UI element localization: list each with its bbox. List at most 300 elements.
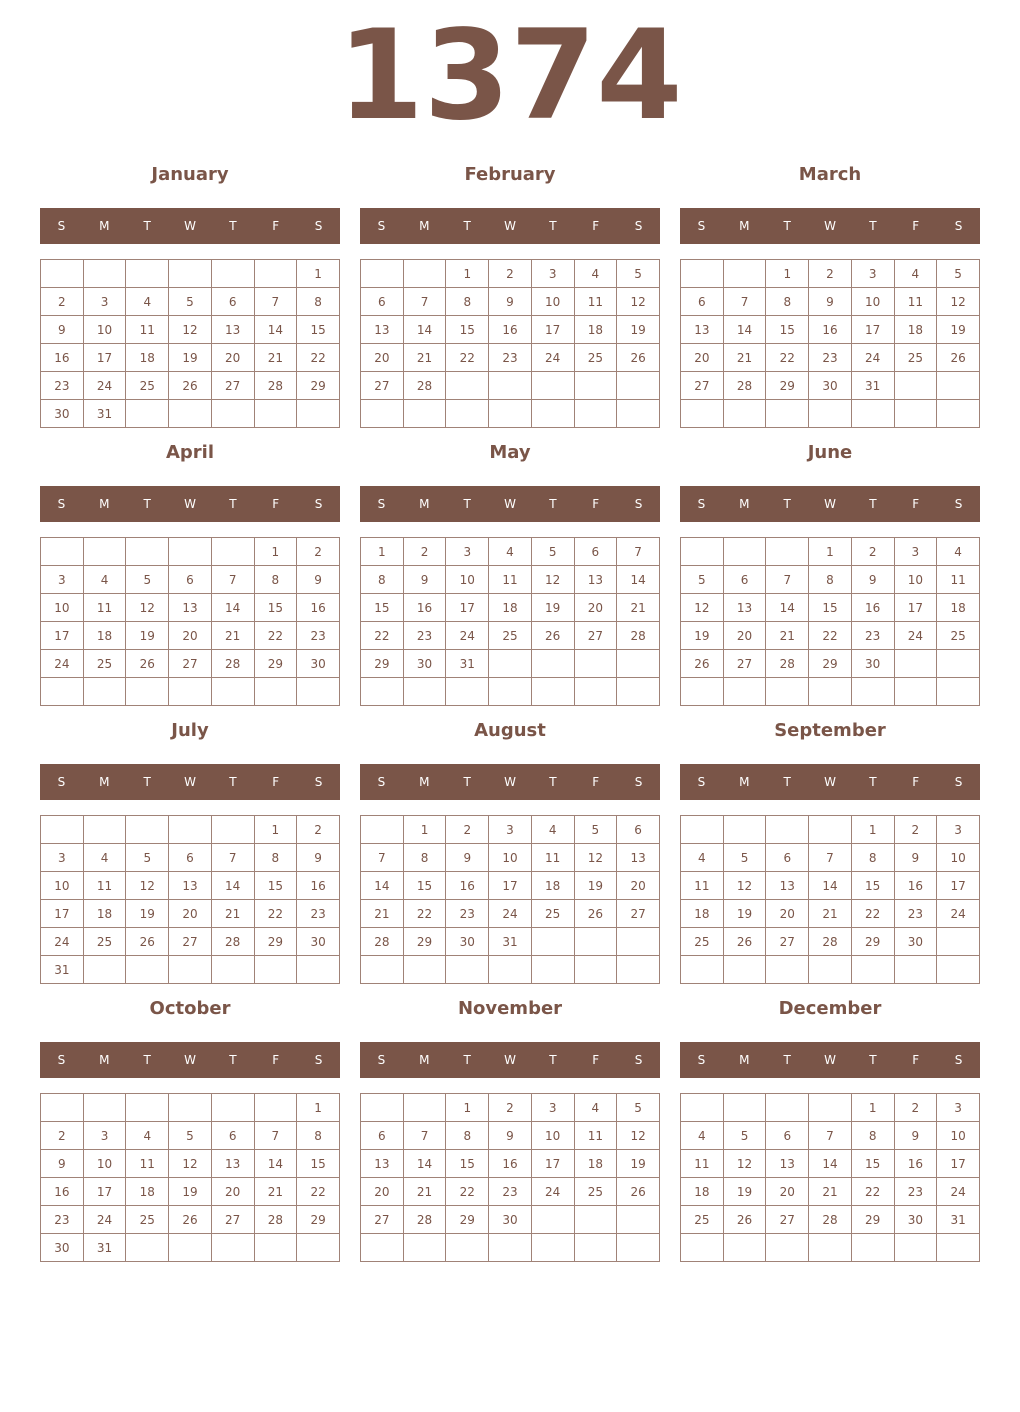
day-cell: [254, 1234, 297, 1262]
day-cell: 22: [254, 900, 297, 928]
week-row: [361, 650, 660, 678]
day-cell: [489, 1234, 532, 1262]
week-row: [41, 260, 340, 288]
day-cell: 18: [894, 316, 937, 344]
day-cell: [894, 372, 937, 400]
day-cell: 23: [809, 344, 852, 372]
weekday-label: F: [912, 219, 920, 233]
day-cell: 4: [531, 816, 574, 844]
week-row: [361, 1094, 660, 1122]
day-cell: 18: [681, 900, 724, 928]
day-cell: 23: [489, 344, 532, 372]
day-cell: 30: [894, 928, 937, 956]
day-cell: [809, 1234, 852, 1262]
weekday-label: M: [99, 775, 110, 789]
day-cell: [766, 956, 809, 984]
day-cell: 7: [254, 288, 297, 316]
weekday-label: M: [739, 219, 750, 233]
day-cell: 15: [766, 316, 809, 344]
day-cell: 7: [254, 1122, 297, 1150]
day-cell: 20: [361, 1178, 404, 1206]
weekday-label: W: [184, 1053, 196, 1067]
day-cell: [809, 956, 852, 984]
day-cell: [169, 538, 212, 566]
week-row: [681, 316, 980, 344]
day-cell: [361, 1094, 404, 1122]
day-cell: [809, 816, 852, 844]
week-row: [681, 372, 980, 400]
day-cell: 28: [403, 1206, 446, 1234]
day-cell: 4: [574, 1094, 617, 1122]
day-cell: [403, 956, 446, 984]
day-cell: 6: [617, 816, 660, 844]
day-cell: 20: [766, 1178, 809, 1206]
weekday-label: S: [377, 497, 386, 511]
day-cell: 27: [361, 372, 404, 400]
day-cell: 29: [254, 650, 297, 678]
weekday-label: F: [272, 775, 280, 789]
day-cell: 10: [937, 1122, 980, 1150]
week-row: [361, 288, 660, 316]
day-cell: 25: [531, 900, 574, 928]
day-cell: 24: [937, 1178, 980, 1206]
day-cell: 12: [169, 1150, 212, 1178]
weekday-label: S: [697, 497, 706, 511]
day-cell: 24: [851, 344, 894, 372]
day-cell: 30: [41, 400, 84, 428]
week-row: [361, 260, 660, 288]
week-row: [361, 1150, 660, 1178]
week-row: [681, 678, 980, 706]
day-cell: 26: [937, 344, 980, 372]
day-cell: 29: [254, 928, 297, 956]
day-cell: [851, 956, 894, 984]
day-cell: 26: [574, 900, 617, 928]
day-cell: 16: [894, 1150, 937, 1178]
day-cell: [937, 928, 980, 956]
day-cell: 19: [723, 1178, 766, 1206]
day-cell: [574, 1206, 617, 1234]
day-cell: [489, 372, 532, 400]
day-cell: [531, 1234, 574, 1262]
month-title: April: [165, 442, 215, 463]
day-cell: 20: [169, 622, 212, 650]
day-cell: 23: [446, 900, 489, 928]
day-cell: 29: [851, 928, 894, 956]
week-row: [41, 816, 340, 844]
day-cell: 8: [297, 1122, 340, 1150]
week-row: [41, 622, 340, 650]
day-grid: [40, 537, 340, 706]
day-cell: [361, 678, 404, 706]
day-cell: 27: [723, 650, 766, 678]
day-cell: [126, 260, 169, 288]
day-cell: [723, 1094, 766, 1122]
day-cell: 9: [489, 1122, 532, 1150]
day-cell: 8: [446, 288, 489, 316]
day-cell: 8: [446, 1122, 489, 1150]
day-cell: 29: [851, 1206, 894, 1234]
day-cell: 27: [766, 1206, 809, 1234]
week-row: [681, 956, 980, 984]
day-cell: 1: [297, 1094, 340, 1122]
day-cell: [617, 400, 660, 428]
day-cell: 17: [851, 316, 894, 344]
month-title: July: [171, 720, 209, 741]
day-cell: 3: [531, 1094, 574, 1122]
day-cell: 4: [574, 260, 617, 288]
weekday-label: T: [549, 497, 557, 511]
day-cell: [403, 1234, 446, 1262]
day-cell: 10: [446, 566, 489, 594]
weekday-label: F: [592, 497, 600, 511]
day-cell: 25: [894, 344, 937, 372]
month-april: [40, 438, 340, 708]
day-cell: 9: [41, 316, 84, 344]
day-cell: [211, 678, 254, 706]
day-cell: 14: [254, 1150, 297, 1178]
weekday-header: [680, 486, 980, 522]
day-cell: [937, 400, 980, 428]
day-cell: 28: [211, 650, 254, 678]
day-cell: 1: [254, 538, 297, 566]
weekday-label: S: [697, 775, 706, 789]
day-cell: 15: [297, 316, 340, 344]
day-cell: 18: [126, 344, 169, 372]
day-cell: 21: [809, 900, 852, 928]
day-cell: [83, 260, 126, 288]
day-cell: [403, 678, 446, 706]
day-cell: [446, 372, 489, 400]
day-cell: 14: [723, 316, 766, 344]
day-cell: [574, 1234, 617, 1262]
day-cell: 17: [489, 872, 532, 900]
day-cell: [126, 1094, 169, 1122]
day-cell: 3: [446, 538, 489, 566]
day-cell: 1: [766, 260, 809, 288]
day-cell: [617, 1206, 660, 1234]
day-cell: 16: [489, 1150, 532, 1178]
day-cell: 20: [211, 344, 254, 372]
day-cell: [41, 260, 84, 288]
day-cell: 15: [446, 1150, 489, 1178]
week-row: [681, 1094, 980, 1122]
month-title: June: [807, 442, 853, 463]
day-cell: [489, 400, 532, 428]
day-cell: 13: [766, 872, 809, 900]
day-cell: [361, 400, 404, 428]
month-title: February: [464, 164, 556, 185]
day-cell: [211, 1234, 254, 1262]
day-cell: [766, 538, 809, 566]
day-cell: [211, 260, 254, 288]
weekday-label: M: [99, 497, 110, 511]
day-cell: 17: [83, 344, 126, 372]
day-cell: 7: [211, 566, 254, 594]
weekday-label: S: [697, 1053, 706, 1067]
day-cell: 21: [254, 1178, 297, 1206]
day-grid: [360, 259, 660, 428]
weekday-label: S: [57, 497, 66, 511]
day-cell: 20: [361, 344, 404, 372]
day-cell: 31: [446, 650, 489, 678]
weekday-label: T: [869, 219, 877, 233]
day-cell: 12: [574, 844, 617, 872]
week-row: [681, 872, 980, 900]
month-title: January: [151, 164, 229, 185]
day-cell: [894, 650, 937, 678]
day-cell: [169, 1234, 212, 1262]
day-cell: 1: [297, 260, 340, 288]
week-row: [41, 844, 340, 872]
day-cell: [403, 1094, 446, 1122]
day-cell: 29: [446, 1206, 489, 1234]
week-row: [681, 844, 980, 872]
day-cell: [361, 260, 404, 288]
day-cell: 17: [41, 900, 84, 928]
day-cell: 17: [41, 622, 84, 650]
day-cell: [809, 1094, 852, 1122]
day-cell: [403, 400, 446, 428]
day-cell: 6: [361, 288, 404, 316]
week-row: [681, 928, 980, 956]
day-cell: 9: [297, 566, 340, 594]
weekday-label: T: [869, 497, 877, 511]
day-cell: 22: [851, 900, 894, 928]
day-cell: 12: [126, 872, 169, 900]
week-row: [361, 1234, 660, 1262]
week-row: [41, 956, 340, 984]
weekday-label: S: [954, 219, 963, 233]
day-cell: 17: [531, 1150, 574, 1178]
day-cell: 21: [211, 622, 254, 650]
month-july: [40, 716, 340, 986]
weekday-label: F: [272, 219, 280, 233]
day-cell: 9: [894, 844, 937, 872]
day-cell: 15: [297, 1150, 340, 1178]
weekday-label: T: [463, 775, 471, 789]
day-cell: [531, 928, 574, 956]
weekday-label: S: [634, 775, 643, 789]
day-cell: [531, 372, 574, 400]
day-cell: 30: [894, 1206, 937, 1234]
week-row: [681, 1178, 980, 1206]
day-cell: 5: [169, 288, 212, 316]
week-row: [41, 344, 340, 372]
day-cell: [681, 678, 724, 706]
day-cell: 12: [937, 288, 980, 316]
day-cell: 26: [531, 622, 574, 650]
day-cell: 25: [126, 372, 169, 400]
day-cell: 24: [937, 900, 980, 928]
day-cell: 19: [126, 900, 169, 928]
day-cell: 2: [894, 816, 937, 844]
day-cell: 17: [894, 594, 937, 622]
day-cell: 11: [681, 1150, 724, 1178]
day-cell: 20: [169, 900, 212, 928]
day-cell: [531, 650, 574, 678]
day-cell: 30: [41, 1234, 84, 1262]
day-cell: 13: [723, 594, 766, 622]
weekday-label: F: [912, 497, 920, 511]
day-cell: 12: [531, 566, 574, 594]
day-cell: 26: [723, 928, 766, 956]
day-cell: [894, 1234, 937, 1262]
day-cell: 14: [809, 872, 852, 900]
day-cell: 20: [211, 1178, 254, 1206]
day-cell: 16: [41, 344, 84, 372]
day-cell: 15: [446, 316, 489, 344]
day-cell: 2: [894, 1094, 937, 1122]
day-cell: [851, 400, 894, 428]
weekday-label: T: [229, 775, 237, 789]
day-cell: 8: [297, 288, 340, 316]
day-cell: 28: [254, 1206, 297, 1234]
day-cell: [489, 956, 532, 984]
day-cell: 16: [41, 1178, 84, 1206]
day-cell: [361, 956, 404, 984]
day-cell: [681, 538, 724, 566]
weekday-label: S: [57, 775, 66, 789]
day-cell: 7: [723, 288, 766, 316]
weekday-label: W: [504, 497, 516, 511]
day-cell: 23: [851, 622, 894, 650]
day-cell: 10: [83, 316, 126, 344]
day-cell: [489, 678, 532, 706]
day-cell: 24: [894, 622, 937, 650]
day-cell: 30: [297, 928, 340, 956]
day-cell: 13: [617, 844, 660, 872]
day-cell: 4: [937, 538, 980, 566]
day-cell: 22: [297, 1178, 340, 1206]
day-cell: 28: [403, 372, 446, 400]
weekday-label: F: [272, 497, 280, 511]
day-cell: 31: [83, 1234, 126, 1262]
weekday-label: S: [697, 219, 706, 233]
day-cell: 18: [531, 872, 574, 900]
day-cell: 30: [446, 928, 489, 956]
day-cell: [83, 1094, 126, 1122]
week-row: [361, 538, 660, 566]
week-row: [681, 288, 980, 316]
day-cell: 12: [617, 1122, 660, 1150]
day-cell: [723, 816, 766, 844]
weekday-label: S: [954, 497, 963, 511]
day-cell: 20: [766, 900, 809, 928]
day-cell: 27: [361, 1206, 404, 1234]
day-cell: 22: [851, 1178, 894, 1206]
day-grid: [40, 1093, 340, 1262]
day-cell: 21: [403, 344, 446, 372]
day-cell: [574, 650, 617, 678]
day-cell: 14: [211, 872, 254, 900]
day-cell: [297, 400, 340, 428]
weekday-label: M: [739, 775, 750, 789]
week-row: [41, 594, 340, 622]
weekday-label: W: [824, 497, 836, 511]
day-cell: 19: [169, 344, 212, 372]
day-cell: [574, 678, 617, 706]
day-cell: 11: [489, 566, 532, 594]
day-cell: 13: [169, 594, 212, 622]
weekday-label: T: [143, 1053, 151, 1067]
month-february: [360, 160, 660, 430]
day-cell: [937, 956, 980, 984]
day-cell: 5: [574, 816, 617, 844]
day-cell: 18: [574, 1150, 617, 1178]
day-cell: 7: [617, 538, 660, 566]
day-cell: 22: [766, 344, 809, 372]
day-cell: [126, 678, 169, 706]
day-cell: 24: [83, 372, 126, 400]
day-cell: [361, 816, 404, 844]
day-cell: 4: [681, 1122, 724, 1150]
day-cell: 19: [169, 1178, 212, 1206]
weekday-label: S: [57, 1053, 66, 1067]
week-row: [41, 872, 340, 900]
day-cell: 21: [403, 1178, 446, 1206]
day-cell: 16: [297, 872, 340, 900]
week-row: [361, 844, 660, 872]
day-cell: 23: [489, 1178, 532, 1206]
day-cell: 27: [169, 650, 212, 678]
day-cell: 3: [531, 260, 574, 288]
day-cell: [681, 1094, 724, 1122]
day-cell: 19: [617, 1150, 660, 1178]
weekday-header: [680, 1042, 980, 1078]
week-row: [681, 260, 980, 288]
day-cell: 28: [809, 1206, 852, 1234]
day-cell: [83, 956, 126, 984]
day-cell: 3: [83, 1122, 126, 1150]
weekday-label: S: [377, 219, 386, 233]
day-cell: [446, 678, 489, 706]
day-cell: 1: [254, 816, 297, 844]
weekday-label: M: [739, 1053, 750, 1067]
day-cell: [681, 816, 724, 844]
day-cell: 7: [766, 566, 809, 594]
day-cell: 30: [851, 650, 894, 678]
day-cell: [574, 400, 617, 428]
day-cell: 4: [83, 566, 126, 594]
day-cell: 23: [297, 900, 340, 928]
day-cell: 11: [126, 316, 169, 344]
day-cell: 2: [851, 538, 894, 566]
day-cell: 21: [809, 1178, 852, 1206]
day-cell: 12: [617, 288, 660, 316]
day-cell: [254, 400, 297, 428]
day-cell: 23: [403, 622, 446, 650]
day-cell: [766, 816, 809, 844]
weekday-label: S: [314, 497, 323, 511]
day-cell: 17: [531, 316, 574, 344]
day-cell: 12: [723, 872, 766, 900]
day-cell: 27: [617, 900, 660, 928]
weekday-label: F: [592, 219, 600, 233]
month-september: [680, 716, 980, 986]
weekday-label: S: [314, 219, 323, 233]
day-cell: 15: [254, 872, 297, 900]
month-title: November: [457, 998, 563, 1019]
day-cell: [41, 538, 84, 566]
day-cell: [446, 1234, 489, 1262]
week-row: [361, 928, 660, 956]
week-row: [361, 1178, 660, 1206]
weekday-label: T: [143, 219, 151, 233]
week-row: [361, 816, 660, 844]
day-cell: [809, 678, 852, 706]
weekday-label: M: [419, 775, 430, 789]
